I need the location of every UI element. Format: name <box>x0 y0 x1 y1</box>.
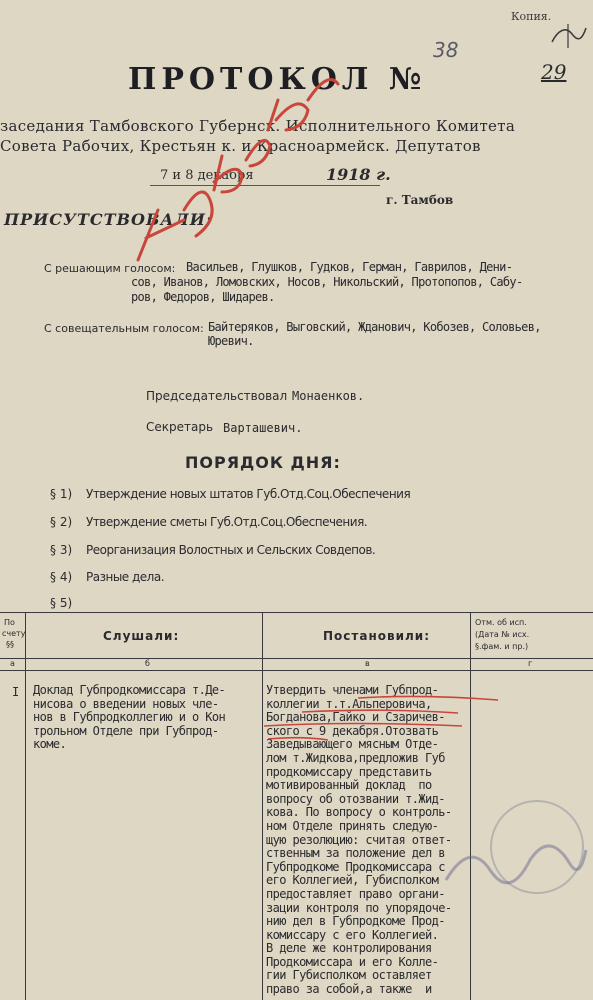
deciding-names-line-2: сов, Иванов, Ломовских, Носов, Никольский, Протопопов, Сабу- <box>131 275 523 289</box>
decided-line: коллегии т.т.Альперовича, <box>266 696 432 711</box>
decided-line: Губпродкоме Продкомиссара с <box>266 859 445 874</box>
decided-line: Утвердить членами Губпрод- <box>266 683 439 697</box>
heard-cell <box>33 684 225 752</box>
folio-scribble-icon <box>548 22 588 52</box>
col-number-head-3: §§ <box>6 640 14 649</box>
minutes-table <box>0 612 593 1000</box>
decided-line: предоставляет право органи- <box>266 886 445 901</box>
subtitle-line-2: Совета Рабочих, Крестьян к. и Красноармейск. Депутатов <box>0 137 481 155</box>
decided-line: лом т.Жидкова,предложив Губ <box>266 750 445 765</box>
table-top-rule <box>0 612 593 613</box>
heard-line: нисова о введении новых чле- <box>33 696 219 711</box>
col-execution-head-1: Отм. об исп. <box>475 618 527 627</box>
decided-line: кова. По вопросу о контроль- <box>266 805 452 820</box>
col-number-head-1: По <box>4 618 15 627</box>
table-letter-rule <box>0 670 593 671</box>
decided-line: нию дел в Губпродкоме Прод- <box>266 914 445 929</box>
subtitle-line-1: заседания Тамбовского Губернск. Исполнительного Комитета <box>0 117 516 135</box>
red-handwritten-mark-icon <box>118 60 358 300</box>
chair-name: Монаенков. <box>292 389 365 403</box>
meeting-year: 1918 г. <box>326 165 391 184</box>
decided-line: мотивированный доклад по <box>266 778 432 793</box>
agenda-item-2: Утверждение сметы Губ.Отд.Соц.Обеспечения. <box>86 515 368 529</box>
decided-line: гии Губисполком оставляет <box>266 968 432 983</box>
red-underline-marks <box>262 692 502 752</box>
heard-line: нов в Губпродколлегию и о Кон <box>33 710 226 725</box>
table-col-divider-3 <box>470 612 471 1000</box>
agenda-mark-4: § 4) <box>50 570 73 584</box>
decided-line: его Коллегией, Губисполком <box>266 873 439 888</box>
agenda-mark-5: § 5) <box>50 596 73 610</box>
archive-number: 38 <box>433 38 459 62</box>
col-execution-head-2: (Дата № исх. <box>475 630 530 639</box>
decided-line: щую резолюцию: считая ответ- <box>266 832 452 847</box>
decided-line: ского с 9 декабря.Отозвать <box>266 723 439 738</box>
heard-line: Доклад Губпродкомиссара т.Де- <box>33 683 226 697</box>
protocol-title: ПРОТОКОЛ № <box>128 62 427 97</box>
secretary-name: Варташевич. <box>223 421 303 435</box>
col-letter-b: б <box>145 659 150 668</box>
advisory-names-line-2: Юревич. <box>208 334 254 348</box>
table-col-divider-1 <box>25 612 26 1000</box>
red-handwritten-mark-text <box>200 230 205 231</box>
agenda-mark-2: § 2) <box>50 515 73 529</box>
agenda-title: ПОРЯДОК ДНЯ: <box>185 453 341 472</box>
deciding-names-line-3: ров, Федоров, Шидарев. <box>131 290 275 304</box>
heard-line: коме. <box>33 737 67 752</box>
advisory-names-line-1: Байтеряков, Выговский, Жданович, Кобозев, Соловьев, <box>208 320 541 334</box>
copy-mark: Копия. <box>511 10 552 23</box>
agenda-item-4: Разные дела. <box>86 570 165 584</box>
agenda-mark-3: § 3) <box>50 543 73 557</box>
advisory-vote-label: С совещательным голосом: <box>44 322 204 335</box>
present-label: ПРИСУТСТВОВАЛИ: <box>4 210 213 229</box>
agenda-item-1: Утверждение новых штатов Губ.Отд.Соц.Обеспечения <box>86 487 411 501</box>
decided-line: комиссару с его Коллегией. <box>266 927 439 942</box>
decided-line: Продкомиссара и его Колле- <box>266 954 439 969</box>
meeting-date: 7 и 8 декабря <box>160 168 254 183</box>
deciding-vote-label: С решающим голосом: <box>44 262 176 275</box>
col-decided-head: Постановили: <box>323 629 430 643</box>
chair-label: Председательствовал <box>146 389 288 403</box>
deciding-names-line-1: Васильев, Глушков, Гудков, Герман, Гаврилов, Дени- <box>186 260 513 274</box>
col-letter-v: в <box>365 659 370 668</box>
decided-line: Богданова,Гайко и Сзаричев- <box>266 710 445 725</box>
col-letter-g: г <box>528 659 533 668</box>
decided-line: продкомиссару представить <box>266 764 432 779</box>
table-col-divider-2 <box>262 612 263 1000</box>
col-letter-a: а <box>10 659 15 668</box>
col-heard-head: Слушали: <box>103 629 180 643</box>
table-header-rule <box>0 658 593 659</box>
decided-line: В деле же контролирования <box>266 941 432 956</box>
secretary-label: Секретарь <box>146 420 214 434</box>
decided-line: право за собой,а также и <box>266 982 432 997</box>
col-number-head-2: счету <box>2 629 26 638</box>
heard-line: трольном Отделе при Губпрод- <box>33 723 219 738</box>
col-execution-head-3: §.фам. и пр.) <box>475 642 529 651</box>
agenda-item-3: Реорганизация Волостных и Сельских Совдепов. <box>86 543 376 557</box>
decided-line: ном Отделе принять следую- <box>266 818 439 833</box>
decided-line: зации контроля по упорядоче- <box>266 900 452 915</box>
folio-number: 29 <box>541 60 567 84</box>
row-number: I <box>12 685 19 699</box>
city-name: г. Тамбов <box>386 193 454 207</box>
faint-signature-icon <box>440 820 590 900</box>
decided-line: Заведывающего мясным Отде- <box>266 737 439 752</box>
decided-line: ственным за положение дел в <box>266 846 445 861</box>
decided-line: вопросу об отозвании т.Жид- <box>266 791 445 806</box>
agenda-mark-1: § 1) <box>50 487 73 501</box>
